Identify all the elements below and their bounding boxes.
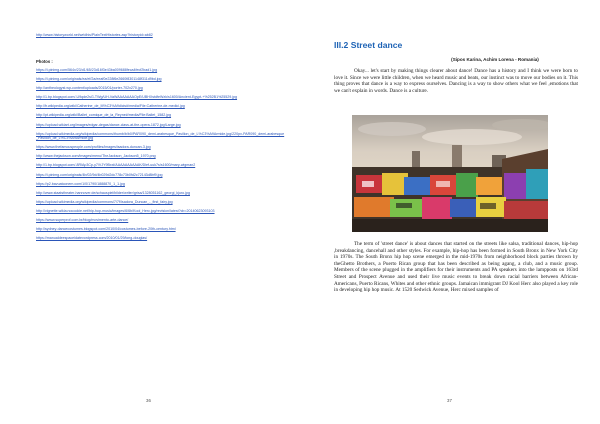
page-number-left: 36 (146, 398, 151, 403)
photo-link[interactable]: https://upload.wikiart.org/images/edgar-degas/dance-class-at-the-opera-1872.jpg!Large.jpg (36, 122, 181, 127)
photo-link[interactable]: http://vignette.wikia.nocookie.net/hip-hop-music/images/6/6b/Kool_Herc.jpg/revision/latest?cb=20140623093103 (36, 208, 215, 213)
paragraph-intro: Okay... let's start by making things clearer about dance! Dance has a history and I think we were born to love it. Since we were little children, when we heard music and beats, our instinct was to move our bodies on it. This thing proves that dance is a way to express ourselves. Dancing is a way to show others what we feel ,emotions that we can't explain in words. Dance is a culture. (334, 68, 578, 94)
photo-link[interactable]: http://www.staatstheater-hannover.de/schauspiel/bilder/writer/grisa/1328051162_georgi_kjuro.jpg (36, 190, 190, 195)
references-list (36, 33, 286, 245)
photo-link[interactable]: https://p2.bavuatconem.com/1/0/1790/1888870_1_1.jpg (36, 181, 125, 186)
photo-link[interactable]: https://manualdeespaceidatevordpress.com/2010/01/29/long-douglas/ (36, 236, 148, 241)
photo-link[interactable]: https://i.pinimg.com/originals/4b/02/9d/4b029d2dc778c73b0fd2c72143d8bf9.jpg (36, 172, 163, 177)
photo-link[interactable]: http://antheologyst.wp-content/uploads/2015/01/porter-702x270.jpg (36, 86, 143, 91)
photo-link[interactable]: http://sydney-dancecostumes.blogspot.com/2010/04/costumes-before-20th-century.html (36, 227, 176, 232)
photo-link[interactable]: https://upload.wikimedia.org/wikipedia/commons/thumb/b/b0/PAR090_demi-arabesque_Pavillon_de_L%C3%A9Armide.jpg/220px-PAR090_demi-arabesque_Pavillon_de_L%C3%A9Armide.jpg (36, 131, 285, 141)
photo-link[interactable]: https://i.pinimg.com/564x/23/d1/65/23d16f3e43ba009688feca4fecf2bad1.jpg (36, 68, 158, 72)
photo-link[interactable]: http://1.bp.blogspot.com/-U9qde2sG-TWg/UH-VaWAAAAAAAOpE/UBHXstdfeWzk/s1600/Ancient-Egypt-+%252B1%25529.jpg (36, 95, 238, 100)
photo-link[interactable]: https://i.pinimg.com/originals/ea/ef/2a/eeaf0e228f6e2660f8301148f311d9bd.jpg (36, 77, 162, 82)
graffiti-photo (352, 115, 548, 232)
section-title: III.2 Street dance (334, 40, 403, 50)
photo-link[interactable]: http://1.bp.blogspot.com/-8RlAp3Cp-y7/VJY9Bxxl/AAAAAAAAAAK/Dlef-uuk7s/s1600/mary-wigman2 (36, 163, 196, 168)
authors-text: (Sipos Karina, Achim Lorena - Romania) (451, 57, 539, 62)
photo-link[interactable]: https://upload.wikimedia.org/wikipedia/commons/7/7f/Isadora_Duncan_-_first_fairy.jpg (36, 199, 173, 204)
page-number-right: 37 (447, 398, 452, 403)
authors-line (300, 57, 600, 62)
photo-link[interactable]: http://fr.wikipedia.org/wiki/Catherine_de_M%C3%A9dicis#/media/File:Catherine-de-medici.jpg (36, 104, 185, 109)
photo-link[interactable]: https://www.thefamouspeople.com/profiles/images/isadora-duncan-3.jpg (36, 145, 151, 150)
photo-link[interactable]: http://www.thejackson.com/images/menu/TheJackson_Jackson5_1970.png (36, 154, 156, 159)
reference-link[interactable]: http://www.historyworld.net/wrldhis/PlainTextHistories.asp?historyid=ab82 (36, 33, 153, 37)
photo-link[interactable]: https://www.superprof.com.br/blog/movimento-arte-dance/ (36, 218, 129, 222)
paragraph-street-dance: The term of 'street dance' is about dances that started on the streets like salsa, traditional dances, hip-hop ,breakdancing, dancehall and other styles. For example, hip-hop has been formed in South Bronx in New York City in 1970s. The South Bronx hip hop scene emerged in the mid-1970s from neighborhood block parties thrown by theGhetto Brothers, a Puerto Rican group that has been described as being agang, a club, and a music group. Members of the scene plugged in the amplifiers for their instruments and PA speakers into the lampposts on 163rd Street and Prospect Avenue and used their live music events to break down racial barriers between African-Americans, Puerto Ricans, Whites and other ethnic groups. Jamaican immigrant DJ Kool Herc also played a key role in developing hip hop music. At 1520 Sedwick Avenue, Herc mixed samples of (334, 241, 578, 294)
photo-links (36, 68, 286, 241)
graffiti-photo-image (352, 115, 548, 232)
photo-link[interactable]: http://pt.wikipedia.org/wiki/Ballet_comique_de_la_Reyne#/media/File:Ballet_1582.jpg (36, 113, 172, 118)
photos-heading: Photos : (36, 58, 53, 64)
right-page (300, 0, 600, 424)
